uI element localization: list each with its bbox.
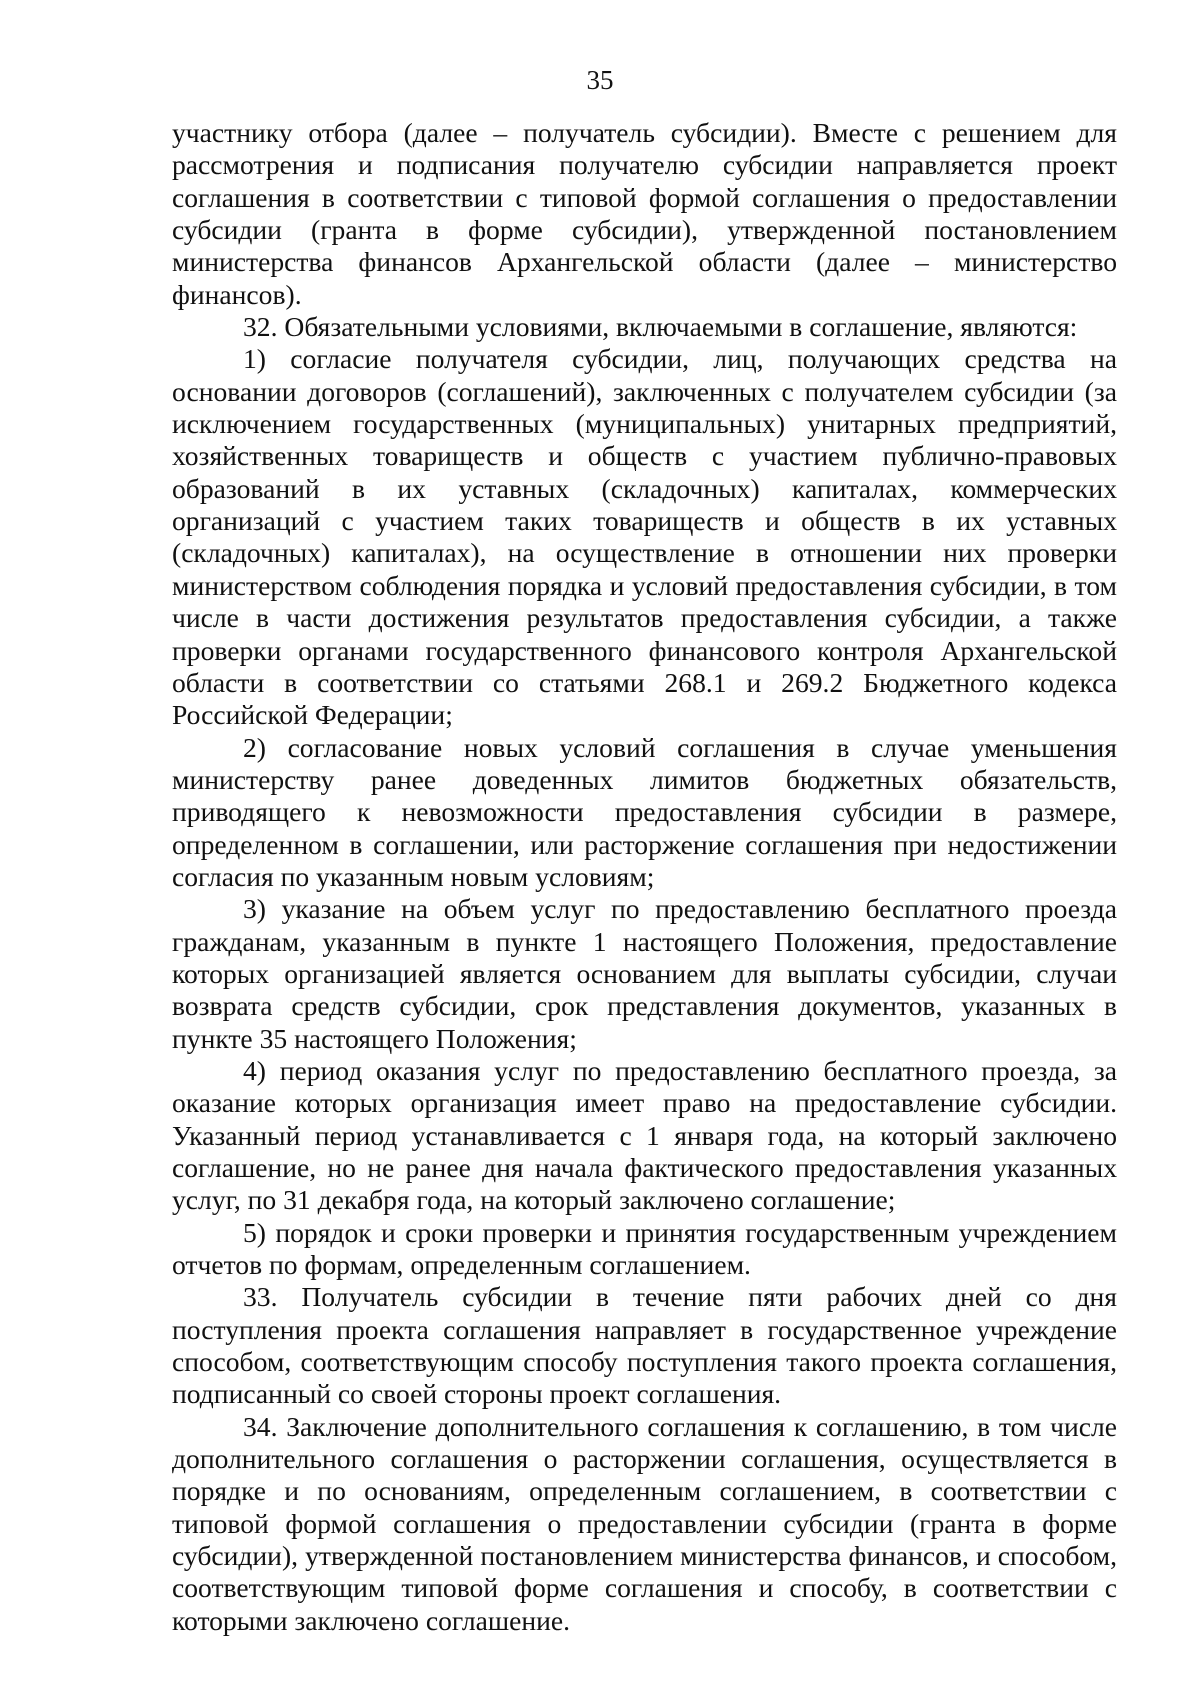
page-number: 35 [586, 65, 614, 95]
paragraph-32-item-1: 1) согласие получателя субсидии, лиц, получающих средства на основании договоров (соглашений), заключенных с получателем субсидии (за исключением государственных (муниципальных) унитарных предприятий, хозяйственных товариществ и обществ с участием публично-правовых образований в их уставных (складочных) капиталах, коммерческих организаций с участием таких товариществ и обществ в их уставных (складочных) капиталах), на осуществление в отношении них проверки министерством соблюдения порядка и условий предоставления субсидии, в том числе в части достижения результатов предоставления субсидии, а также проверки органами государственного финансового контроля Архангельской области в соответствии со статьями 268.1 и 269.2 Бюджетного кодекса Российской Федерации; [172, 343, 1117, 731]
document-body [172, 117, 1117, 1637]
paragraph-32: 32. Обязательными условиями, включаемыми в соглашение, являются: [243, 311, 1078, 343]
paragraph-32-item-5: 5) порядок и сроки проверки и принятия государственным учреждением отчетов по формам, определенным соглашением. [172, 1216, 1117, 1281]
paragraph-32-item-2: 2) согласование новых условий соглашения в случае уменьшения министерству ранее доведенных лимитов бюджетных обязательств, приводящего к невозможности предоставления субсидии в размере, определенном в соглашении, или расторжение соглашения при недостижении согласия по указанным новым условиям; [172, 731, 1117, 892]
paragraph-32-item-4: 4) период оказания услуг по предоставлению бесплатного проезда, за оказание которых организация имеет право на предоставление субсидии. Указанный период устанавливается с 1 января года, на который заключено соглашение, но не ранее дня начала фактического предоставления указанных услуг, по 31 декабря года, на который заключено соглашение; [172, 1054, 1117, 1216]
paragraph-continuation: участнику отбора (далее – получатель субсидии). Вместе с решением для рассмотрения и подписания получателю субсидии направляется проект соглашения в соответствии с типовой формой соглашения о предоставлении субсидии (гранта в форме субсидии), утвержденной постановлением министерства финансов Архангельской области (далее – министерство финансов). [172, 117, 1117, 310]
paragraph-33: 33. Получатель субсидии в течение пяти рабочих дней со дня поступления проекта соглашения направляет в государственное учреждение способом, соответствующим способу поступления такого проекта соглашения, подписанный со своей стороны проект соглашения. [172, 1281, 1117, 1410]
paragraph-34: 34. Заключение дополнительного соглашения к соглашению, в том числе дополнительного соглашения о расторжении соглашения, осуществляется в порядке и по основаниям, определенным соглашением, в соответствии с типовой формой соглашения о предоставлении субсидии (гранта в форме субсидии), утвержденной постановлением министерства финансов, и способом, соответствующим типовой форме соглашения и способу, в соответствии с которыми заключено соглашение. [172, 1410, 1117, 1636]
paragraph-32-item-3: 3) указание на объем услуг по предоставлению бесплатного проезда гражданам, указанным в пункте 1 настоящего Положения, предоставление которых организацией является основанием для выплаты субсидии, случаи возврата средств субсидии, срок представления документов, указанных в пункте 35 настоящего Положения; [172, 893, 1117, 1054]
